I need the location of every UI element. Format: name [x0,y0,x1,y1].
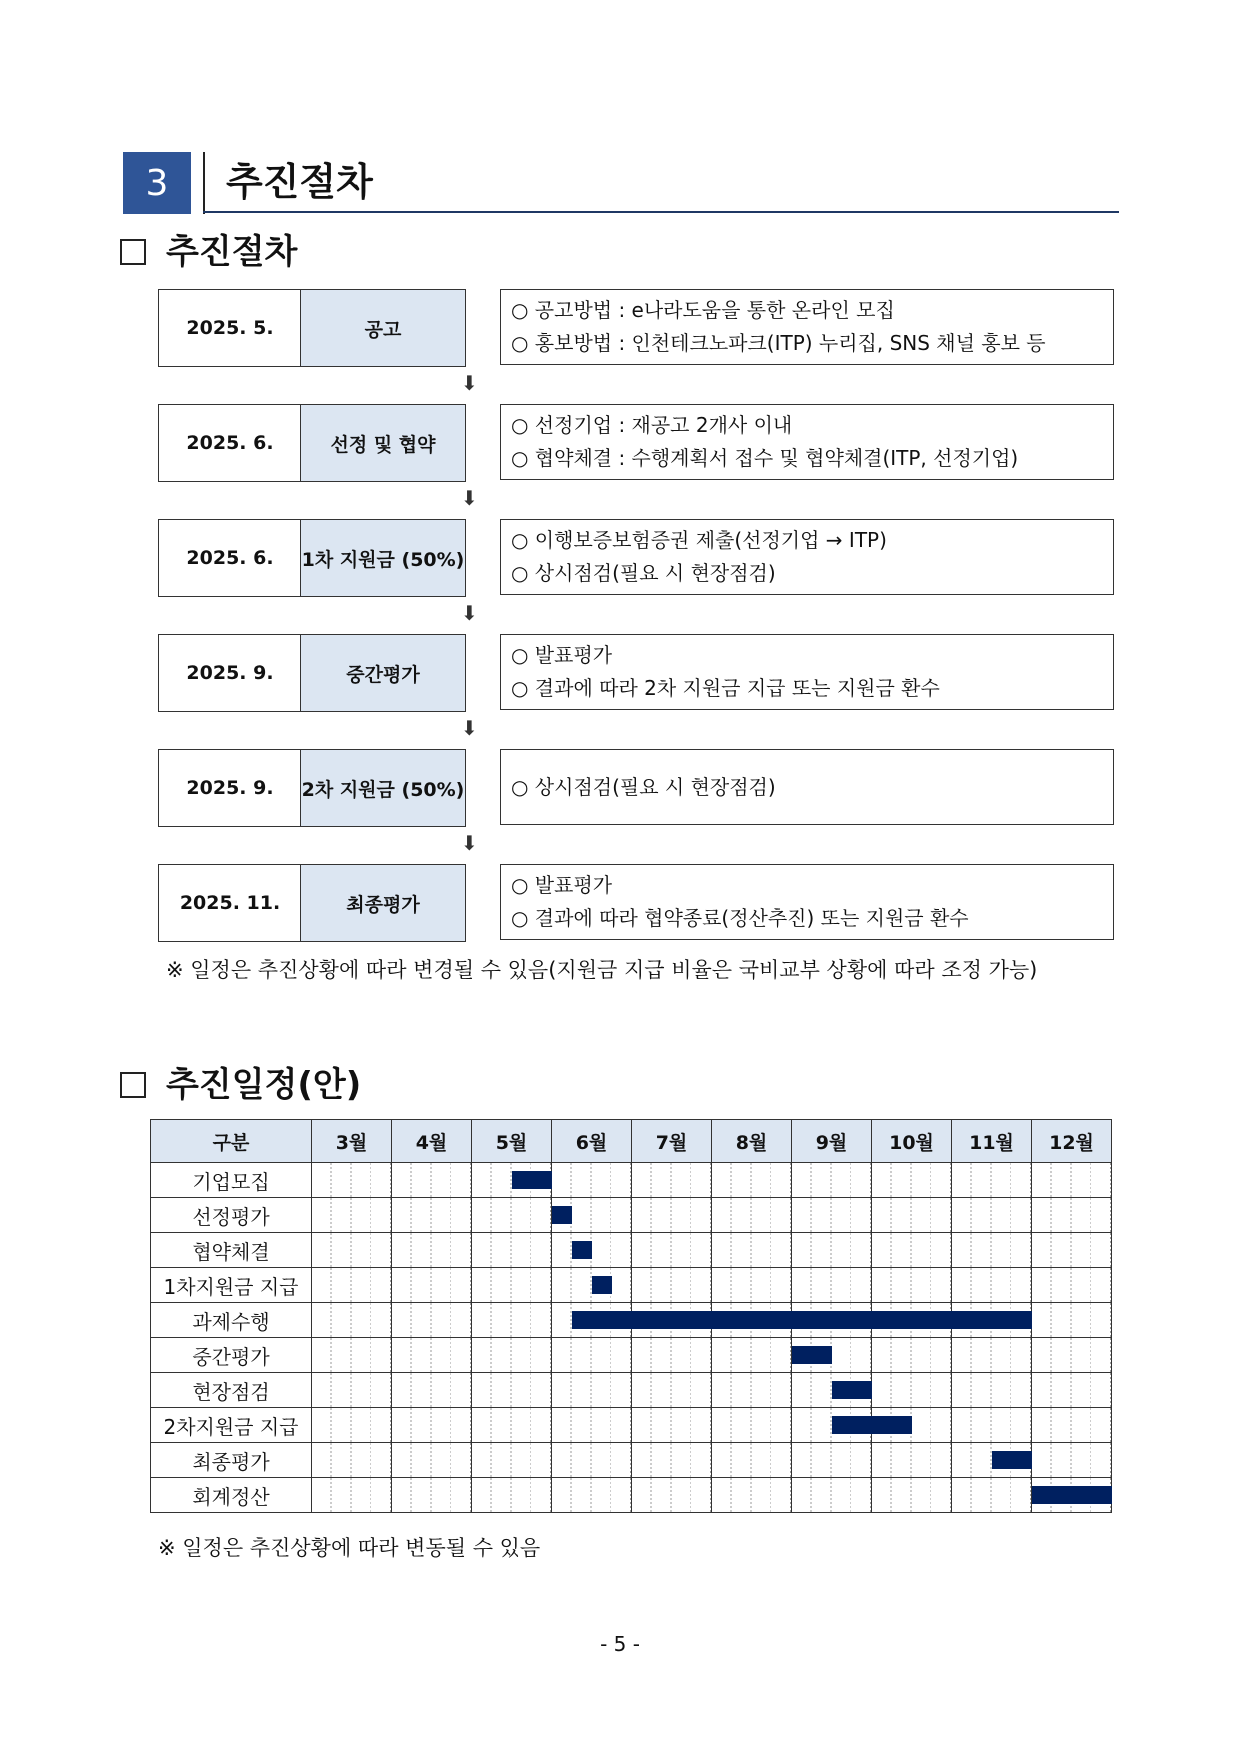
gantt-row [151,1163,1112,1198]
gantt-row [151,1233,1112,1268]
gantt-row [151,1303,1112,1338]
gantt-month-cell [712,1198,792,1233]
gantt-month-cell [872,1163,952,1198]
gantt-month-cell [392,1443,472,1478]
gantt-month-cell [472,1338,552,1373]
gantt-month-cell [952,1233,1032,1268]
schedule-heading-text: 추진일정(안) [166,1065,362,1105]
gantt-month-cell [872,1198,952,1233]
gantt-month-header: 5월 [472,1120,552,1163]
gantt-month-header: 10월 [872,1120,952,1163]
gantt-bar [1032,1486,1112,1504]
gantt-month-cell [712,1268,792,1303]
gantt-month-cell [632,1338,712,1373]
gantt-month-cell [552,1163,632,1198]
procedure-detail-line: ○ 상시점검(필요 시 현장점검) [511,561,776,585]
procedure-step: 공고 [300,289,466,367]
gantt-month-header: 8월 [712,1120,792,1163]
gantt-month-cell [632,1408,712,1443]
gantt-month-cell [392,1268,472,1303]
gantt-month-header: 9월 [792,1120,872,1163]
gantt-row [151,1373,1112,1408]
gantt-month-cell [632,1478,712,1513]
gantt-month-cell [392,1373,472,1408]
gantt-bar [512,1171,552,1189]
checkbox-square-icon [120,1072,146,1098]
down-arrow-icon: ⬇ [461,601,478,625]
gantt-task-label: 회계정산 [151,1478,312,1513]
gantt-row [151,1198,1112,1233]
gantt-month-cell [552,1268,632,1303]
procedure-date: 2025. 5. [158,289,301,367]
procedure-date: 2025. 11. [158,864,301,942]
section-title: 추진절차 [226,160,373,204]
procedure-row [158,289,1116,395]
gantt-month-cell [1032,1338,1112,1373]
gantt-month-cell [952,1408,1032,1443]
gantt-month-cell [312,1373,392,1408]
gantt-month-cell [872,1268,952,1303]
gantt-month-cell [632,1198,712,1233]
procedure-heading [120,229,297,275]
gantt-task-label: 2차지원금 지급 [151,1408,312,1443]
gantt-month-cell [552,1338,632,1373]
gantt-month-cell [312,1478,392,1513]
gantt-month-header: 6월 [552,1120,632,1163]
procedure-step: 1차 지원금 (50%) [300,519,466,597]
gantt-month-cell [952,1163,1032,1198]
gantt-row [151,1338,1112,1373]
gantt-month-cell [792,1268,872,1303]
gantt-month-cell [552,1478,632,1513]
gantt-month-cell [792,1373,872,1408]
gantt-month-cell [1032,1303,1112,1338]
procedure-details [500,864,1114,940]
gantt-bar [572,1311,1032,1329]
gantt-month-cell [632,1268,712,1303]
gantt-month-cell [392,1338,472,1373]
schedule-heading [120,1062,361,1108]
procedure-detail-line: ○ 상시점검(필요 시 현장점검) [511,774,776,799]
procedure-row [158,634,1116,740]
gantt-bar [552,1206,572,1224]
gantt-bar [832,1381,872,1399]
gantt-month-cell [632,1443,712,1478]
gantt-month-cell [712,1408,792,1443]
gantt-month-cell [632,1163,712,1198]
gantt-month-cell [552,1303,632,1338]
gantt-bar [592,1276,612,1294]
gantt-month-cell [712,1338,792,1373]
gantt-month-cell [472,1303,552,1338]
gantt-month-cell [472,1268,552,1303]
gantt-row [151,1443,1112,1478]
gantt-task-label: 중간평가 [151,1338,312,1373]
gantt-month-cell [792,1443,872,1478]
section-number: 3 [123,152,191,214]
gantt-task-label: 현장점검 [151,1373,312,1408]
procedure-note: ※ 일정은 추진상황에 따라 변경될 수 있음(지원금 지급 비율은 국비교부 상황에 따라 조정 가능) [166,958,1038,982]
gantt-month-cell [472,1233,552,1268]
gantt-month-cell [312,1163,392,1198]
gantt-task-label: 협약체결 [151,1233,312,1268]
schedule-gantt-table [150,1119,1112,1513]
gantt-month-cell [552,1443,632,1478]
procedure-detail-line: ○ 이행보증보험증권 제출(선정기업 → ITP) [511,528,887,552]
gantt-month-cell [952,1373,1032,1408]
gantt-month-cell [552,1198,632,1233]
gantt-month-cell [792,1233,872,1268]
gantt-month-cell [392,1408,472,1443]
gantt-month-cell [552,1233,632,1268]
procedure-date: 2025. 9. [158,634,301,712]
gantt-bar [792,1346,832,1364]
procedure-detail-line: ○ 협약체결 : 수행계획서 접수 및 협약체결(ITP, 선정기업) [511,446,1019,470]
procedure-detail-line: ○ 홍보방법 : 인천테크노파크(ITP) 누리집, SNS 채널 홍보 등 [511,331,1046,355]
gantt-month-cell [952,1198,1032,1233]
section-underline [203,211,1119,213]
gantt-month-header: 3월 [312,1120,392,1163]
gantt-row [151,1408,1112,1443]
gantt-month-cell [1032,1478,1112,1513]
gantt-month-cell [792,1198,872,1233]
gantt-month-cell [1032,1198,1112,1233]
gantt-month-cell [312,1443,392,1478]
gantt-month-cell [472,1198,552,1233]
procedure-step: 중간평가 [300,634,466,712]
gantt-bar [572,1241,592,1259]
page-number: - 5 - [600,1632,640,1656]
procedure-row [158,404,1116,510]
procedure-date: 2025. 9. [158,749,301,827]
gantt-month-cell [792,1163,872,1198]
procedure-row [158,864,1116,942]
gantt-month-cell [392,1163,472,1198]
gantt-month-header: 4월 [392,1120,472,1163]
procedure-date: 2025. 6. [158,404,301,482]
gantt-month-cell [312,1303,392,1338]
gantt-task-label: 1차지원금 지급 [151,1268,312,1303]
gantt-header-label: 구분 [151,1120,312,1163]
gantt-month-cell [632,1373,712,1408]
gantt-month-cell [392,1198,472,1233]
gantt-month-cell [472,1443,552,1478]
gantt-month-cell [552,1408,632,1443]
gantt-task-label: 기업모집 [151,1163,312,1198]
gantt-month-cell [712,1373,792,1408]
procedure-step: 선정 및 협약 [300,404,466,482]
procedure-detail-line: ○ 발표평가 [511,873,613,897]
gantt-month-cell [712,1478,792,1513]
gantt-month-cell [792,1338,872,1373]
procedure-step: 최종평가 [300,864,466,942]
gantt-month-cell [312,1338,392,1373]
procedure-detail-line: ○ 결과에 따라 협약종료(정산추진) 또는 지원금 환수 [511,906,969,930]
procedure-step: 2차 지원금 (50%) [300,749,466,827]
gantt-month-header: 12월 [1032,1120,1112,1163]
gantt-month-cell [312,1198,392,1233]
procedure-detail-line: ○ 결과에 따라 2차 지원금 지급 또는 지원금 환수 [511,676,940,700]
gantt-month-cell [472,1163,552,1198]
down-arrow-icon: ⬇ [461,831,478,855]
section-divider [203,152,205,214]
gantt-month-cell [312,1268,392,1303]
procedure-row [158,519,1116,625]
gantt-month-cell [712,1233,792,1268]
checkbox-square-icon [120,239,146,265]
procedure-detail-line: ○ 공고방법 : e나라도움을 통한 온라인 모집 [511,298,895,322]
gantt-month-cell [872,1443,952,1478]
gantt-task-label: 최종평가 [151,1443,312,1478]
down-arrow-icon: ⬇ [461,371,478,395]
procedure-details [500,749,1114,825]
gantt-month-cell [472,1478,552,1513]
gantt-month-cell [552,1373,632,1408]
gantt-month-cell [952,1268,1032,1303]
gantt-bar [832,1416,912,1434]
gantt-row [151,1478,1112,1513]
gantt-month-cell [712,1443,792,1478]
gantt-month-cell [312,1408,392,1443]
gantt-month-cell [792,1408,872,1443]
gantt-month-cell [472,1408,552,1443]
down-arrow-icon: ⬇ [461,486,478,510]
gantt-month-cell [1032,1373,1112,1408]
gantt-month-cell [952,1443,1032,1478]
gantt-month-cell [1032,1233,1112,1268]
procedure-row [158,749,1116,855]
gantt-month-cell [872,1373,952,1408]
gantt-month-cell [952,1478,1032,1513]
gantt-header-row [151,1120,1112,1163]
procedure-date: 2025. 6. [158,519,301,597]
gantt-month-cell [632,1233,712,1268]
gantt-month-cell [392,1478,472,1513]
gantt-month-cell [1032,1408,1112,1443]
gantt-month-cell [472,1373,552,1408]
gantt-month-cell [312,1233,392,1268]
gantt-month-cell [872,1338,952,1373]
gantt-month-cell [872,1478,952,1513]
gantt-month-cell [1032,1443,1112,1478]
gantt-row [151,1268,1112,1303]
gantt-month-cell [1032,1163,1112,1198]
gantt-month-cell [872,1233,952,1268]
gantt-month-cell [1032,1268,1112,1303]
gantt-task-label: 과제수행 [151,1303,312,1338]
procedure-heading-text: 추진절차 [166,232,298,272]
gantt-month-cell [952,1338,1032,1373]
procedure-details [500,634,1114,710]
gantt-bar [992,1451,1032,1469]
gantt-task-label: 선정평가 [151,1198,312,1233]
schedule-note: ※ 일정은 추진상황에 따라 변동될 수 있음 [158,1536,541,1560]
procedure-details [500,289,1114,365]
gantt-month-cell [792,1478,872,1513]
procedure-detail-line: ○ 선정기업 : 재공고 2개사 이내 [511,413,793,437]
gantt-month-header: 11월 [952,1120,1032,1163]
procedure-details [500,519,1114,595]
gantt-month-cell [712,1163,792,1198]
gantt-month-cell [392,1233,472,1268]
procedure-details [500,404,1114,480]
procedure-detail-line: ○ 발표평가 [511,643,613,667]
down-arrow-icon: ⬇ [461,716,478,740]
gantt-month-cell [392,1303,472,1338]
gantt-month-header: 7월 [632,1120,712,1163]
